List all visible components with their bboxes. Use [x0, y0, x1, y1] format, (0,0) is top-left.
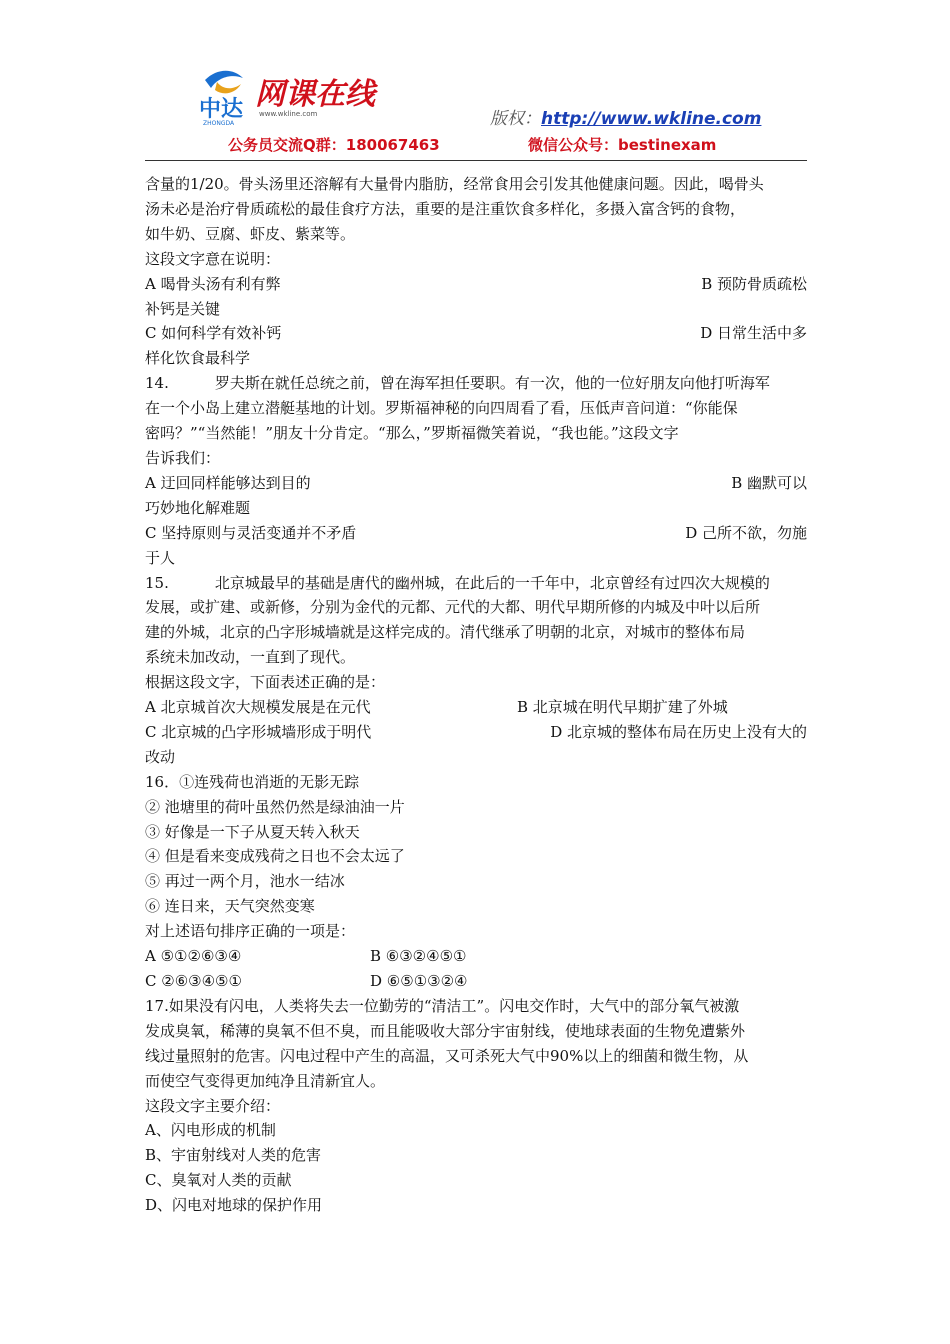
logo-subtext: ZHONGDA [203, 120, 235, 127]
question-stem: 对上述语句排序正确的一项是： [145, 922, 356, 941]
option-a: A 迂回同样能够达到目的 [145, 473, 311, 492]
question-stem: 这段文字意在说明： [145, 249, 281, 268]
copyright-notice [490, 104, 761, 129]
option-row [145, 944, 807, 969]
paragraph-line: 发成臭氧，稀薄的臭氧不但不臭，而且能吸收大部分宇宙射线，使地球表面的生物免遭紫外 [145, 1021, 746, 1040]
paragraph-line: 而使空气变得更加纯净且清新宜人。 [145, 1071, 386, 1090]
question-stem: 这段文字主要介绍： [145, 1096, 281, 1115]
option-continuation: 样化饮食最科学 [145, 349, 251, 368]
paragraph-line: 含量的1/20。骨头汤里还溶解有大量骨内脂肪，经常食用会引发其他健康问题。因此，喝骨头 [145, 175, 764, 193]
option-a: A 喝骨头汤有利有弊 [145, 274, 281, 293]
paragraph-line: 线过量照射的危害。闪电过程中产生的高温，又可杀死大气中90%以上的细菌和微生物，从 [145, 1046, 749, 1065]
option-b: B、宇宙射线对人类的危害 [145, 1146, 322, 1165]
option-b: B 北京城在明代早期扩建了外城 [517, 698, 728, 717]
swoosh-icon [205, 71, 243, 88]
option-d: D、闪电对地球的保护作用 [145, 1196, 323, 1215]
copyright-link[interactable]: http://www.wkline.com [541, 109, 762, 129]
logo-text: 中达 [199, 97, 244, 122]
option-b: B 幽默可以 [731, 473, 807, 492]
option-d: D 北京城的整体布局在历史上没有大的 [550, 722, 807, 741]
option-continuation: 改动 [145, 747, 176, 766]
sentence-item: ⑤ 再过一两个月，池水一结冰 [145, 872, 345, 891]
qq-group: 公务员交流Q群：180067463 [228, 136, 440, 154]
option-row [145, 471, 807, 496]
option-row [145, 521, 807, 546]
option-a: A 北京城首次大规模发展是在元代 [145, 698, 371, 717]
sentence-item: 16．①连残荷也消逝的无影无踪 [145, 772, 360, 791]
option-row [145, 321, 807, 346]
swoosh-accent-icon [215, 82, 241, 93]
paragraph-line: 汤未必是治疗骨质疏松的最佳食疗方法，重要的是注重饮食多样化，多摄入富含钙的食物， [145, 199, 746, 218]
option-c: C 北京城的凸字形城墙形成于明代 [145, 722, 372, 741]
option-d: D 日常生活中多 [700, 324, 807, 343]
option-b: B 预防骨质疏松 [701, 274, 807, 293]
option-row [145, 272, 807, 297]
brand-name: 网课在线 [255, 77, 375, 112]
option-row [145, 695, 807, 720]
option-d: D ⑥⑤①③②④ [370, 972, 468, 990]
paragraph-line: 17.如果没有闪电，人类将失去一位勤劳的“清洁工”。闪电交作时，大气中的部分氧气被激 [145, 996, 740, 1015]
sentence-item: ⑥ 连日来，天气突然变寒 [145, 897, 315, 916]
question-number: 15. [145, 573, 169, 592]
option-c: C、臭氧对人类的贡献 [145, 1171, 292, 1190]
sentence-item: ② 池塘里的荷叶虽然仍然是绿油油一片 [145, 797, 405, 816]
paragraph-line: 如牛奶、豆腐、虾皮、紫菜等。 [145, 224, 356, 243]
option-a: A ⑤①②⑥③④ [145, 947, 242, 966]
paragraph-line: 告诉我们： [145, 448, 221, 467]
option-b: B ⑥③②④⑤① [370, 947, 467, 966]
paragraph-line: 在一个小岛上建立潜艇基地的计划。罗斯福神秘的向四周看了看，压低声音问道：“你能保 [145, 399, 738, 418]
paragraph-line: 密吗？”“当然能！”朋友十分肯定。“那么，”罗斯福微笑着说，“我也能。”这段文字 [145, 424, 679, 443]
option-c: C ②⑥③④⑤① [145, 972, 242, 990]
sentence-item: ④ 但是看来变成残荷之日也不会太远了 [145, 847, 405, 866]
document-body [145, 172, 807, 1218]
copyright-label: 版权： [490, 109, 541, 129]
brand-url: www.wkline.com [259, 110, 318, 118]
option-continuation: 巧妙地化解难题 [145, 498, 251, 517]
paragraph-line [145, 571, 807, 596]
option-continuation: 补钙是关键 [145, 299, 221, 318]
option-row [145, 969, 807, 994]
question-number: 14. [145, 374, 169, 393]
option-continuation: 于人 [145, 548, 176, 567]
paragraph-line: 发展，或扩建、或新修，分别为金代的元都、元代的大都、明代早期所修的内城及中叶以后所 [145, 598, 761, 617]
header-divider [145, 160, 807, 161]
wechat-account: 微信公众号：bestinexam [528, 136, 717, 154]
paragraph-line: 建的外城，北京的凸字形城墙就是这样完成的。清代继承了明朝的北京，对城市的整体布局 [145, 623, 746, 642]
option-row [145, 720, 807, 745]
page-header [145, 62, 807, 162]
question-text: 罗夫斯在就任总统之前，曾在海军担任要职。有一次，他的一位好朋友向他打听海军 [214, 374, 770, 393]
question-stem: 根据这段文字，下面表述正确的是： [145, 673, 386, 692]
option-c: C 坚持原则与灵活变通并不矛盾 [145, 523, 357, 542]
option-d: D 己所不欲，勿施 [685, 523, 807, 542]
brand-logo [197, 68, 407, 128]
sentence-item: ③ 好像是一下子从夏天转入秋天 [145, 822, 360, 841]
option-a: A、闪电形成的机制 [145, 1121, 276, 1140]
paragraph-line: 系统未加改动，一直到了现代。 [145, 648, 356, 667]
paragraph-line [145, 371, 807, 396]
question-text: 北京城最早的基础是唐代的幽州城，在此后的一千年中，北京曾经有过四次大规模的 [214, 573, 770, 592]
option-c: C 如何科学有效补钙 [145, 324, 282, 343]
